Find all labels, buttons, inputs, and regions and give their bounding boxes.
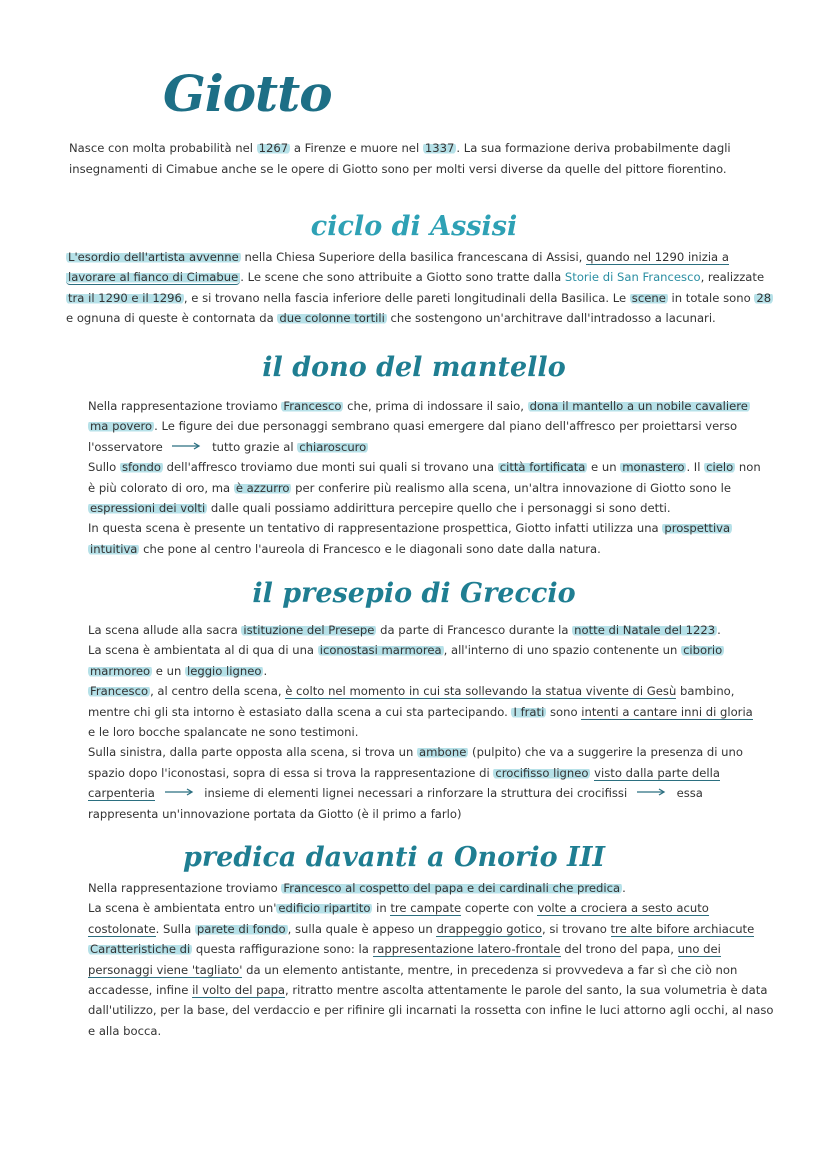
- section-title-onorio: predica davanti a Onorio III: [183, 842, 605, 873]
- text-run: Nella rappresentazione troviamo: [88, 881, 282, 895]
- section-1-line: [88, 498, 761, 518]
- section-3-line: [88, 960, 773, 980]
- text-run: . Le scene che sono attribuite a Giotto sono tratte dalla: [240, 270, 565, 285]
- highlighted-text: dona il mantello a un nobile cavaliere: [529, 399, 748, 413]
- text-run: La scena allude alla sacra: [88, 623, 242, 637]
- text-run: Nasce con molta probabilità nel: [69, 141, 257, 155]
- text-run: , sulla quale è appeso un: [287, 921, 437, 936]
- text-run: e un: [152, 663, 185, 678]
- highlighted-text: chiaroscuro: [299, 439, 367, 454]
- section-2-line: [88, 722, 753, 742]
- highlighted-text: scene: [631, 290, 666, 305]
- section-0-line: [66, 267, 773, 287]
- section-paragraph-greccio: [88, 620, 753, 824]
- highlighted-text: Francesco al cospetto del papa e dei cardinali che predica: [283, 881, 621, 895]
- highlighted-text: edificio ripartito: [278, 901, 371, 916]
- highlighted-underlined-text: lavorare al fianco di Cimabue: [68, 270, 239, 285]
- highlighted-text: Caratteristiche di: [90, 942, 191, 957]
- highlighted-text: iconostasi marmorea: [319, 643, 442, 658]
- highlighted-text: ma povero: [90, 419, 153, 434]
- section-0-line: [66, 247, 773, 267]
- section-title-greccio: il presepio di Greccio: [252, 578, 576, 609]
- highlighted-text: monastero: [622, 460, 685, 475]
- underlined-text: intenti a cantare inni di gloria: [581, 704, 753, 719]
- text-run: essa: [672, 786, 703, 801]
- text-run: in totale sono: [667, 290, 755, 305]
- text-run: , realizzate: [700, 270, 765, 285]
- intro-paragraph: [69, 138, 731, 179]
- underlined-text: costolonate: [88, 921, 156, 936]
- section-2-line: [88, 742, 753, 762]
- section-0-line: [66, 288, 773, 308]
- section-1-line: [88, 478, 761, 498]
- highlighted-text: istituzione del Presepe: [243, 623, 375, 637]
- highlighted-text: Francesco: [283, 399, 342, 413]
- underlined-text: carpenteria: [88, 786, 155, 801]
- arrow-right-icon: [165, 788, 195, 796]
- text-run: che, prima di indossare il saio,: [343, 399, 528, 413]
- text-run: è più colorato di oro, ma: [88, 480, 234, 495]
- highlighted-text: L'esordio dell'artista avvenne: [68, 250, 239, 264]
- section-2-line: [88, 702, 753, 722]
- section-3-line: [88, 1021, 773, 1041]
- text-run: Sullo: [88, 460, 120, 475]
- text-run: .: [717, 623, 721, 637]
- text-run: .: [622, 881, 626, 895]
- section-2-line: [88, 804, 753, 824]
- text-run: e le loro bocche spalancate ne sono testimoni.: [88, 725, 359, 740]
- section-3-line: [88, 919, 773, 939]
- text-run: sono: [546, 704, 582, 719]
- highlighted-text: I frati: [513, 704, 545, 719]
- text-run: . Il: [686, 460, 705, 475]
- text-run: , all'interno di uno spazio contenente un: [443, 643, 682, 658]
- highlighted-text: ambone: [419, 745, 467, 760]
- section-1-line: [88, 396, 761, 416]
- section-0-line: [66, 308, 773, 328]
- text-run: e ognuna di queste è contornata da: [66, 311, 278, 326]
- text-run: Nella rappresentazione troviamo: [88, 399, 282, 413]
- intro-line: [69, 159, 731, 180]
- text-run: In questa scena è presente un tentativo di rappresentazione prospettica, Giotto infatti utilizza una: [88, 521, 663, 536]
- highlighted-text: è azzurro: [235, 480, 290, 495]
- section-1-line: [88, 518, 761, 538]
- text-run: da un elemento antistante, mentre, in precedenza si provvedeva a far sì che ciò non: [242, 962, 738, 977]
- text-run: non: [735, 460, 761, 475]
- text-run: [155, 786, 159, 800]
- text-run: questa raffigurazione sono: la: [192, 942, 373, 957]
- underlined-text: tre campate: [390, 901, 462, 916]
- section-2-line: [88, 620, 753, 640]
- highlighted-text: intuitiva: [90, 541, 138, 556]
- section-1-line: [88, 437, 761, 457]
- underlined-text: uno dei: [677, 942, 721, 957]
- section-paragraph-assisi: [66, 247, 773, 329]
- section-2-line: [88, 661, 753, 681]
- section-3-line: [88, 1000, 773, 1020]
- section-3-line: [88, 980, 773, 1000]
- text-run: accadesse, infine: [88, 983, 193, 998]
- page-title: Giotto: [163, 64, 332, 123]
- text-run: , si trovano: [541, 921, 611, 936]
- text-run: dall'utilizzo, per la base, del verdaccio e per rifinire gli incarnati la rossetta con infine le luci attorno agli occhi, al naso: [88, 1003, 774, 1018]
- text-run: per conferire più realismo alla scena, un'altra innovazione di Giotto sono le: [291, 480, 731, 495]
- text-run: del trono del papa,: [560, 942, 678, 957]
- highlighted-text: espressioni dei volti: [90, 501, 206, 516]
- text-run: che sostengono un'architrave dall'intradosso a lacunari.: [386, 311, 716, 326]
- highlighted-text: leggio ligneo: [186, 663, 262, 678]
- text-run: (pulpito) che va a suggerire la presenza di uno: [468, 745, 743, 760]
- section-1-line: [88, 416, 761, 436]
- text-run: l'osservatore: [88, 439, 167, 454]
- colored-text: Storie di San Francesco: [564, 270, 701, 285]
- highlighted-text: sfondo: [121, 460, 161, 475]
- text-run: insegnamenti di Cimabue anche se le opere di Giotto sono per molti versi diverse da quelle del pittore fiorentino.: [69, 161, 727, 176]
- text-run: e un: [587, 460, 621, 475]
- text-run: coperte con: [461, 901, 538, 916]
- text-run: insieme di elementi lignei necessari a rinforzare la struttura dei crocifissi: [200, 786, 631, 801]
- text-run: bambino,: [676, 684, 735, 699]
- highlighted-text: marmoreo: [90, 663, 151, 678]
- section-2-line: [88, 763, 753, 783]
- highlighted-text: prospettiva: [664, 521, 731, 536]
- underlined-text: volte a crociera a sesto acuto: [537, 901, 709, 916]
- text-run: dalle quali possiamo addirittura percepire quello che i personaggi si sono detti.: [207, 501, 671, 516]
- section-3-line: [88, 939, 773, 959]
- text-run: nella Chiesa Superiore della basilica francescana di Assisi,: [240, 250, 587, 264]
- text-run: che pone al centro l'aureola di Francesco e le diagonali sono date dalla natura.: [139, 541, 601, 556]
- underlined-text: tre alte bifore archiacute: [610, 921, 755, 936]
- underlined-text: quando nel 1290 inizia a: [586, 250, 729, 264]
- highlighted-text: parete di fondo: [196, 921, 286, 936]
- text-run: da parte di Francesco durante la: [376, 623, 573, 637]
- section-1-line: [88, 539, 761, 559]
- intro-line: [69, 138, 731, 159]
- arrow-right-icon: [637, 788, 667, 796]
- section-title-mantello: il dono del mantello: [262, 352, 566, 383]
- text-run: a Firenze e muore nel: [290, 141, 423, 155]
- text-run: . La sua formazione deriva probabilmente dagli: [456, 141, 731, 155]
- section-2-line: [88, 681, 753, 701]
- highlighted-text: notte di Natale del 1223: [574, 623, 716, 637]
- text-run: rappresenta un'innovazione portata da Giotto (è il primo a farlo): [88, 806, 462, 821]
- highlighted-text: cielo: [706, 460, 734, 475]
- highlighted-text: 28: [756, 290, 772, 305]
- highlighted-text: 1267: [258, 141, 289, 155]
- underlined-text: rappresentazione latero-frontale: [372, 942, 561, 957]
- underlined-text: è colto nel momento in cui sta sollevando la statua vivente di Gesù: [285, 684, 677, 699]
- highlighted-text: tra il 1290 e il 1296: [68, 290, 182, 305]
- section-title-assisi: ciclo di Assisi: [310, 211, 518, 242]
- highlighted-text: città fortificata: [499, 460, 586, 475]
- text-run: .: [263, 663, 268, 678]
- text-run: . Le figure dei due personaggi sembrano quasi emergere dal piano dell'affresco per proiettarsi verso: [154, 419, 738, 434]
- text-run: e alla bocca.: [88, 1023, 162, 1038]
- section-2-line: [88, 640, 753, 660]
- text-run: mentre chi gli sta intorno è estasiato dalla scena a cui sta partecipando.: [88, 704, 512, 719]
- underlined-text: il volto del papa: [192, 983, 286, 998]
- section-paragraph-mantello: [88, 396, 761, 559]
- underlined-text: drappeggio gotico: [436, 921, 542, 936]
- text-run: dell'affresco troviamo due monti sui quali si trovano una: [162, 460, 498, 475]
- highlighted-text: ciborio: [683, 643, 723, 658]
- section-3-line: [88, 878, 773, 898]
- text-run: Sulla sinistra, dalla parte opposta alla scena, si trova un: [88, 745, 418, 760]
- text-run: in: [372, 901, 391, 916]
- section-2-line: [88, 783, 753, 803]
- highlighted-text: Francesco: [90, 684, 149, 699]
- highlighted-text: due colonne tortili: [279, 311, 385, 326]
- section-1-line: [88, 457, 761, 477]
- text-run: , e si trovano nella fascia inferiore delle pareti longitudinali della Basilica. Le: [183, 290, 630, 305]
- highlighted-text: crocifisso ligneo: [495, 765, 589, 780]
- highlighted-text: 1337: [424, 141, 455, 155]
- text-run: spazio dopo l'iconostasi, sopra di essa si trova la rappresentazione di: [88, 765, 494, 780]
- text-run: , al centro della scena,: [150, 684, 286, 699]
- underlined-text: personaggi viene 'tagliato': [88, 962, 243, 977]
- text-run: , ritratto mentre ascolta attentamente le parole del santo, la sua volumetria è data: [285, 983, 768, 998]
- underlined-text: visto dalla parte della: [594, 765, 720, 780]
- text-run: La scena è ambientata al di qua di una: [88, 643, 318, 658]
- arrow-right-icon: [172, 442, 202, 450]
- text-run: . Sulla: [155, 921, 195, 936]
- text-run: tutto grazie al: [208, 439, 298, 454]
- section-3-line: [88, 898, 773, 918]
- section-paragraph-onorio: [88, 878, 773, 1041]
- text-run: La scena è ambientata entro un': [88, 901, 277, 916]
